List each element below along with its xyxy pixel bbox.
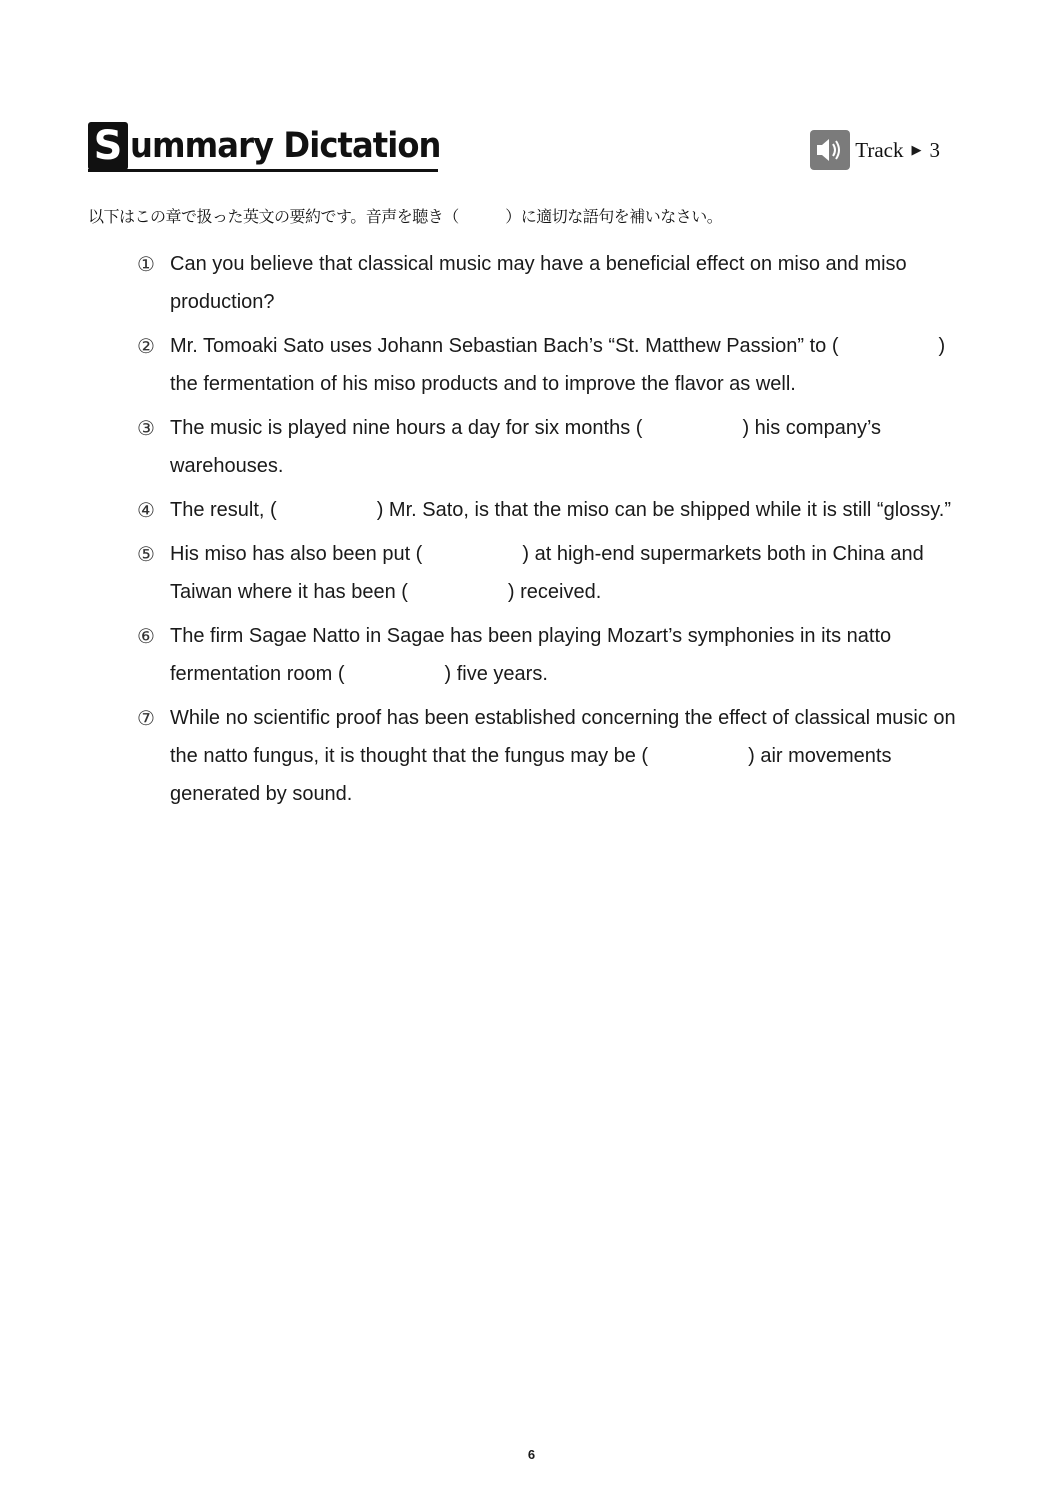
item-text: The firm Sagae Natto in Sagae has been playing Mozart’s symphonies in its natto fermentation room ( ) five years. xyxy=(170,625,897,685)
list-item xyxy=(137,617,957,693)
speaker-icon[interactable] xyxy=(810,130,850,170)
title-underline xyxy=(88,169,438,172)
item-number: ③ xyxy=(137,416,155,440)
item-number: ⑦ xyxy=(137,706,155,730)
item-number: ① xyxy=(137,252,155,276)
track-label: Track xyxy=(855,137,904,162)
list-item xyxy=(137,491,957,529)
instruction-text: 以下はこの章で扱った英文の要約です。音声を聴き（ ）に適切な語句を補いなさい。 xyxy=(88,207,723,226)
list-item xyxy=(137,535,957,611)
list-item xyxy=(137,699,962,813)
title-initial-box: S xyxy=(88,122,128,170)
item-text: The music is played nine hours a day for six months ( ) his company’s warehouses. xyxy=(170,417,887,477)
play-triangle-icon: ▶ xyxy=(911,142,922,157)
track-number: 3 xyxy=(929,137,940,162)
list-item xyxy=(137,245,957,321)
page-number: 6 xyxy=(527,1447,536,1462)
item-text: While no scientific proof has been established concerning the effect of classical music on the natto fungus, it is thought that the fungus may be ( ) air movements generated by sound. xyxy=(170,707,962,805)
item-text: Mr. Tomoaki Sato uses Johann Sebastian Bach’s “St. Matthew Passion” to ( ) the fermentation of his miso products and to improve the flavor as well. xyxy=(170,335,951,395)
audio-track[interactable] xyxy=(810,130,940,170)
list-item xyxy=(137,327,957,403)
dictation-list xyxy=(137,245,962,819)
item-text: The result, ( ) Mr. Sato, is that the miso can be shipped while it is still “glossy.” xyxy=(170,499,952,521)
page-header xyxy=(88,122,948,182)
section-title xyxy=(88,122,468,170)
item-number: ⑥ xyxy=(137,624,155,648)
title-text: ummary Dictation xyxy=(130,126,441,166)
list-item xyxy=(137,409,957,485)
item-number: ⑤ xyxy=(137,542,155,566)
item-text: Can you believe that classical music may have a beneficial effect on miso and miso production? xyxy=(170,253,913,313)
item-number: ② xyxy=(137,334,155,358)
item-number: ④ xyxy=(137,498,155,522)
item-text: His miso has also been put ( ) at high-end supermarkets both in China and Taiwan where it has been ( ) received. xyxy=(170,543,929,603)
